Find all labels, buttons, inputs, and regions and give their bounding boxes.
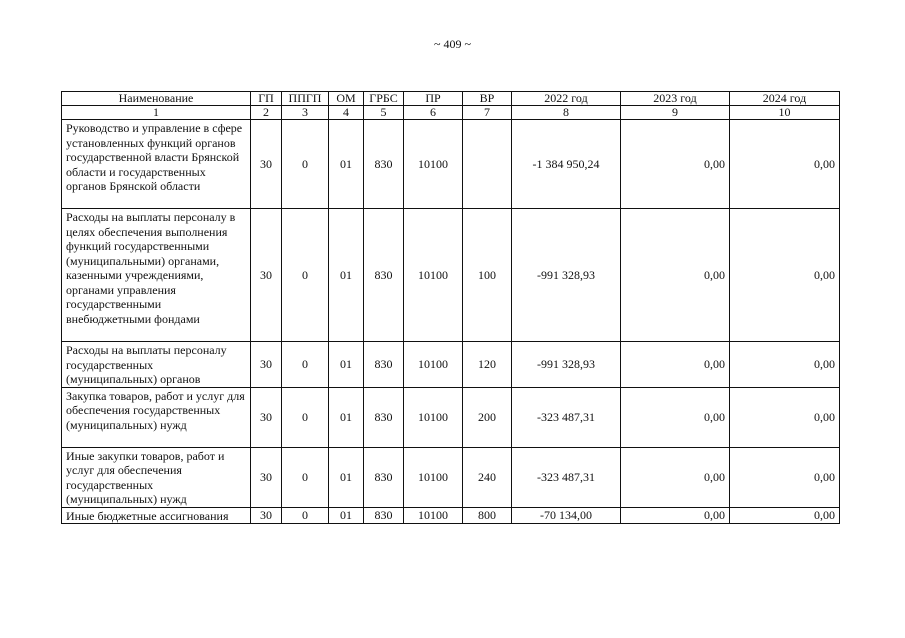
cell-pr: 10100 <box>404 342 463 388</box>
table-row <box>62 387 840 447</box>
cell-ppgp: 0 <box>282 387 329 447</box>
cell-grbs: 830 <box>364 120 404 209</box>
cell-2023: 0,00 <box>621 387 730 447</box>
cell-ppgp: 0 <box>282 447 329 507</box>
cell-2024: 0,00 <box>730 447 840 507</box>
header-om: ОМ <box>329 92 364 106</box>
cell-ppgp: 0 <box>282 342 329 388</box>
column-number: 1 <box>62 106 251 120</box>
cell-vr: 120 <box>463 342 512 388</box>
row-name: Закупка товаров, работ и услуг для обеспечения государственных (муниципальных) нужд <box>62 387 251 447</box>
row-name: Руководство и управление в сфере установленных функций органов государственной власти Брянской области и государственных органов Брянской области <box>62 120 251 209</box>
header-row <box>62 92 840 106</box>
cell-gp: 30 <box>251 507 282 524</box>
cell-om: 01 <box>329 209 364 342</box>
header-2024: 2024 год <box>730 92 840 106</box>
cell-2022: -991 328,93 <box>512 342 621 388</box>
cell-2023: 0,00 <box>621 120 730 209</box>
cell-2024: 0,00 <box>730 507 840 524</box>
cell-ppgp: 0 <box>282 209 329 342</box>
header-vr: ВР <box>463 92 512 106</box>
row-name: Иные закупки товаров, работ и услуг для обеспечения государственных (муниципальных) нужд <box>62 447 251 507</box>
cell-2024: 0,00 <box>730 387 840 447</box>
cell-om: 01 <box>329 447 364 507</box>
cell-grbs: 830 <box>364 507 404 524</box>
cell-2024: 0,00 <box>730 120 840 209</box>
cell-2023: 0,00 <box>621 507 730 524</box>
cell-vr: 800 <box>463 507 512 524</box>
cell-om: 01 <box>329 120 364 209</box>
budget-table <box>61 91 840 524</box>
cell-2023: 0,00 <box>621 342 730 388</box>
cell-2023: 0,00 <box>621 209 730 342</box>
cell-gp: 30 <box>251 447 282 507</box>
cell-gp: 30 <box>251 120 282 209</box>
cell-grbs: 830 <box>364 342 404 388</box>
cell-2022: -323 487,31 <box>512 447 621 507</box>
cell-vr: 100 <box>463 209 512 342</box>
column-number: 5 <box>364 106 404 120</box>
table-row <box>62 507 840 524</box>
cell-2022: -70 134,00 <box>512 507 621 524</box>
row-name: Расходы на выплаты персоналу государственных (муниципальных) органов <box>62 342 251 388</box>
cell-om: 01 <box>329 387 364 447</box>
column-number: 9 <box>621 106 730 120</box>
column-number-row <box>62 106 840 120</box>
cell-gp: 30 <box>251 387 282 447</box>
cell-vr <box>463 120 512 209</box>
column-number: 8 <box>512 106 621 120</box>
cell-ppgp: 0 <box>282 507 329 524</box>
cell-om: 01 <box>329 342 364 388</box>
cell-pr: 10100 <box>404 209 463 342</box>
cell-2022: -991 328,93 <box>512 209 621 342</box>
header-grbs: ГРБС <box>364 92 404 106</box>
page-number: ~ 409 ~ <box>434 37 471 51</box>
cell-gp: 30 <box>251 209 282 342</box>
cell-2022: -1 384 950,24 <box>512 120 621 209</box>
column-number: 10 <box>730 106 840 120</box>
cell-grbs: 830 <box>364 447 404 507</box>
column-number: 7 <box>463 106 512 120</box>
cell-vr: 200 <box>463 387 512 447</box>
cell-pr: 10100 <box>404 387 463 447</box>
header-2023: 2023 год <box>621 92 730 106</box>
header-name: Наименование <box>62 92 251 106</box>
cell-gp: 30 <box>251 342 282 388</box>
cell-2024: 0,00 <box>730 342 840 388</box>
header-pr: ПР <box>404 92 463 106</box>
row-name: Расходы на выплаты персоналу в целях обеспечения выполнения функций государственными (муниципальными) органами, казенными учреждениями, органами управления государственными внебюджетными фондами <box>62 209 251 342</box>
cell-grbs: 830 <box>364 387 404 447</box>
cell-2022: -323 487,31 <box>512 387 621 447</box>
cell-grbs: 830 <box>364 209 404 342</box>
header-2022: 2022 год <box>512 92 621 106</box>
cell-2023: 0,00 <box>621 447 730 507</box>
cell-pr: 10100 <box>404 120 463 209</box>
cell-2024: 0,00 <box>730 209 840 342</box>
row-name: Иные бюджетные ассигнования <box>62 507 251 524</box>
cell-ppgp: 0 <box>282 120 329 209</box>
table-row <box>62 447 840 507</box>
cell-vr: 240 <box>463 447 512 507</box>
column-number: 2 <box>251 106 282 120</box>
column-number: 4 <box>329 106 364 120</box>
header-ppgp: ППГП <box>282 92 329 106</box>
column-number: 3 <box>282 106 329 120</box>
table-row <box>62 120 840 209</box>
table-row <box>62 342 840 388</box>
table-row <box>62 209 840 342</box>
header-gp: ГП <box>251 92 282 106</box>
cell-pr: 10100 <box>404 447 463 507</box>
cell-om: 01 <box>329 507 364 524</box>
cell-pr: 10100 <box>404 507 463 524</box>
column-number: 6 <box>404 106 463 120</box>
